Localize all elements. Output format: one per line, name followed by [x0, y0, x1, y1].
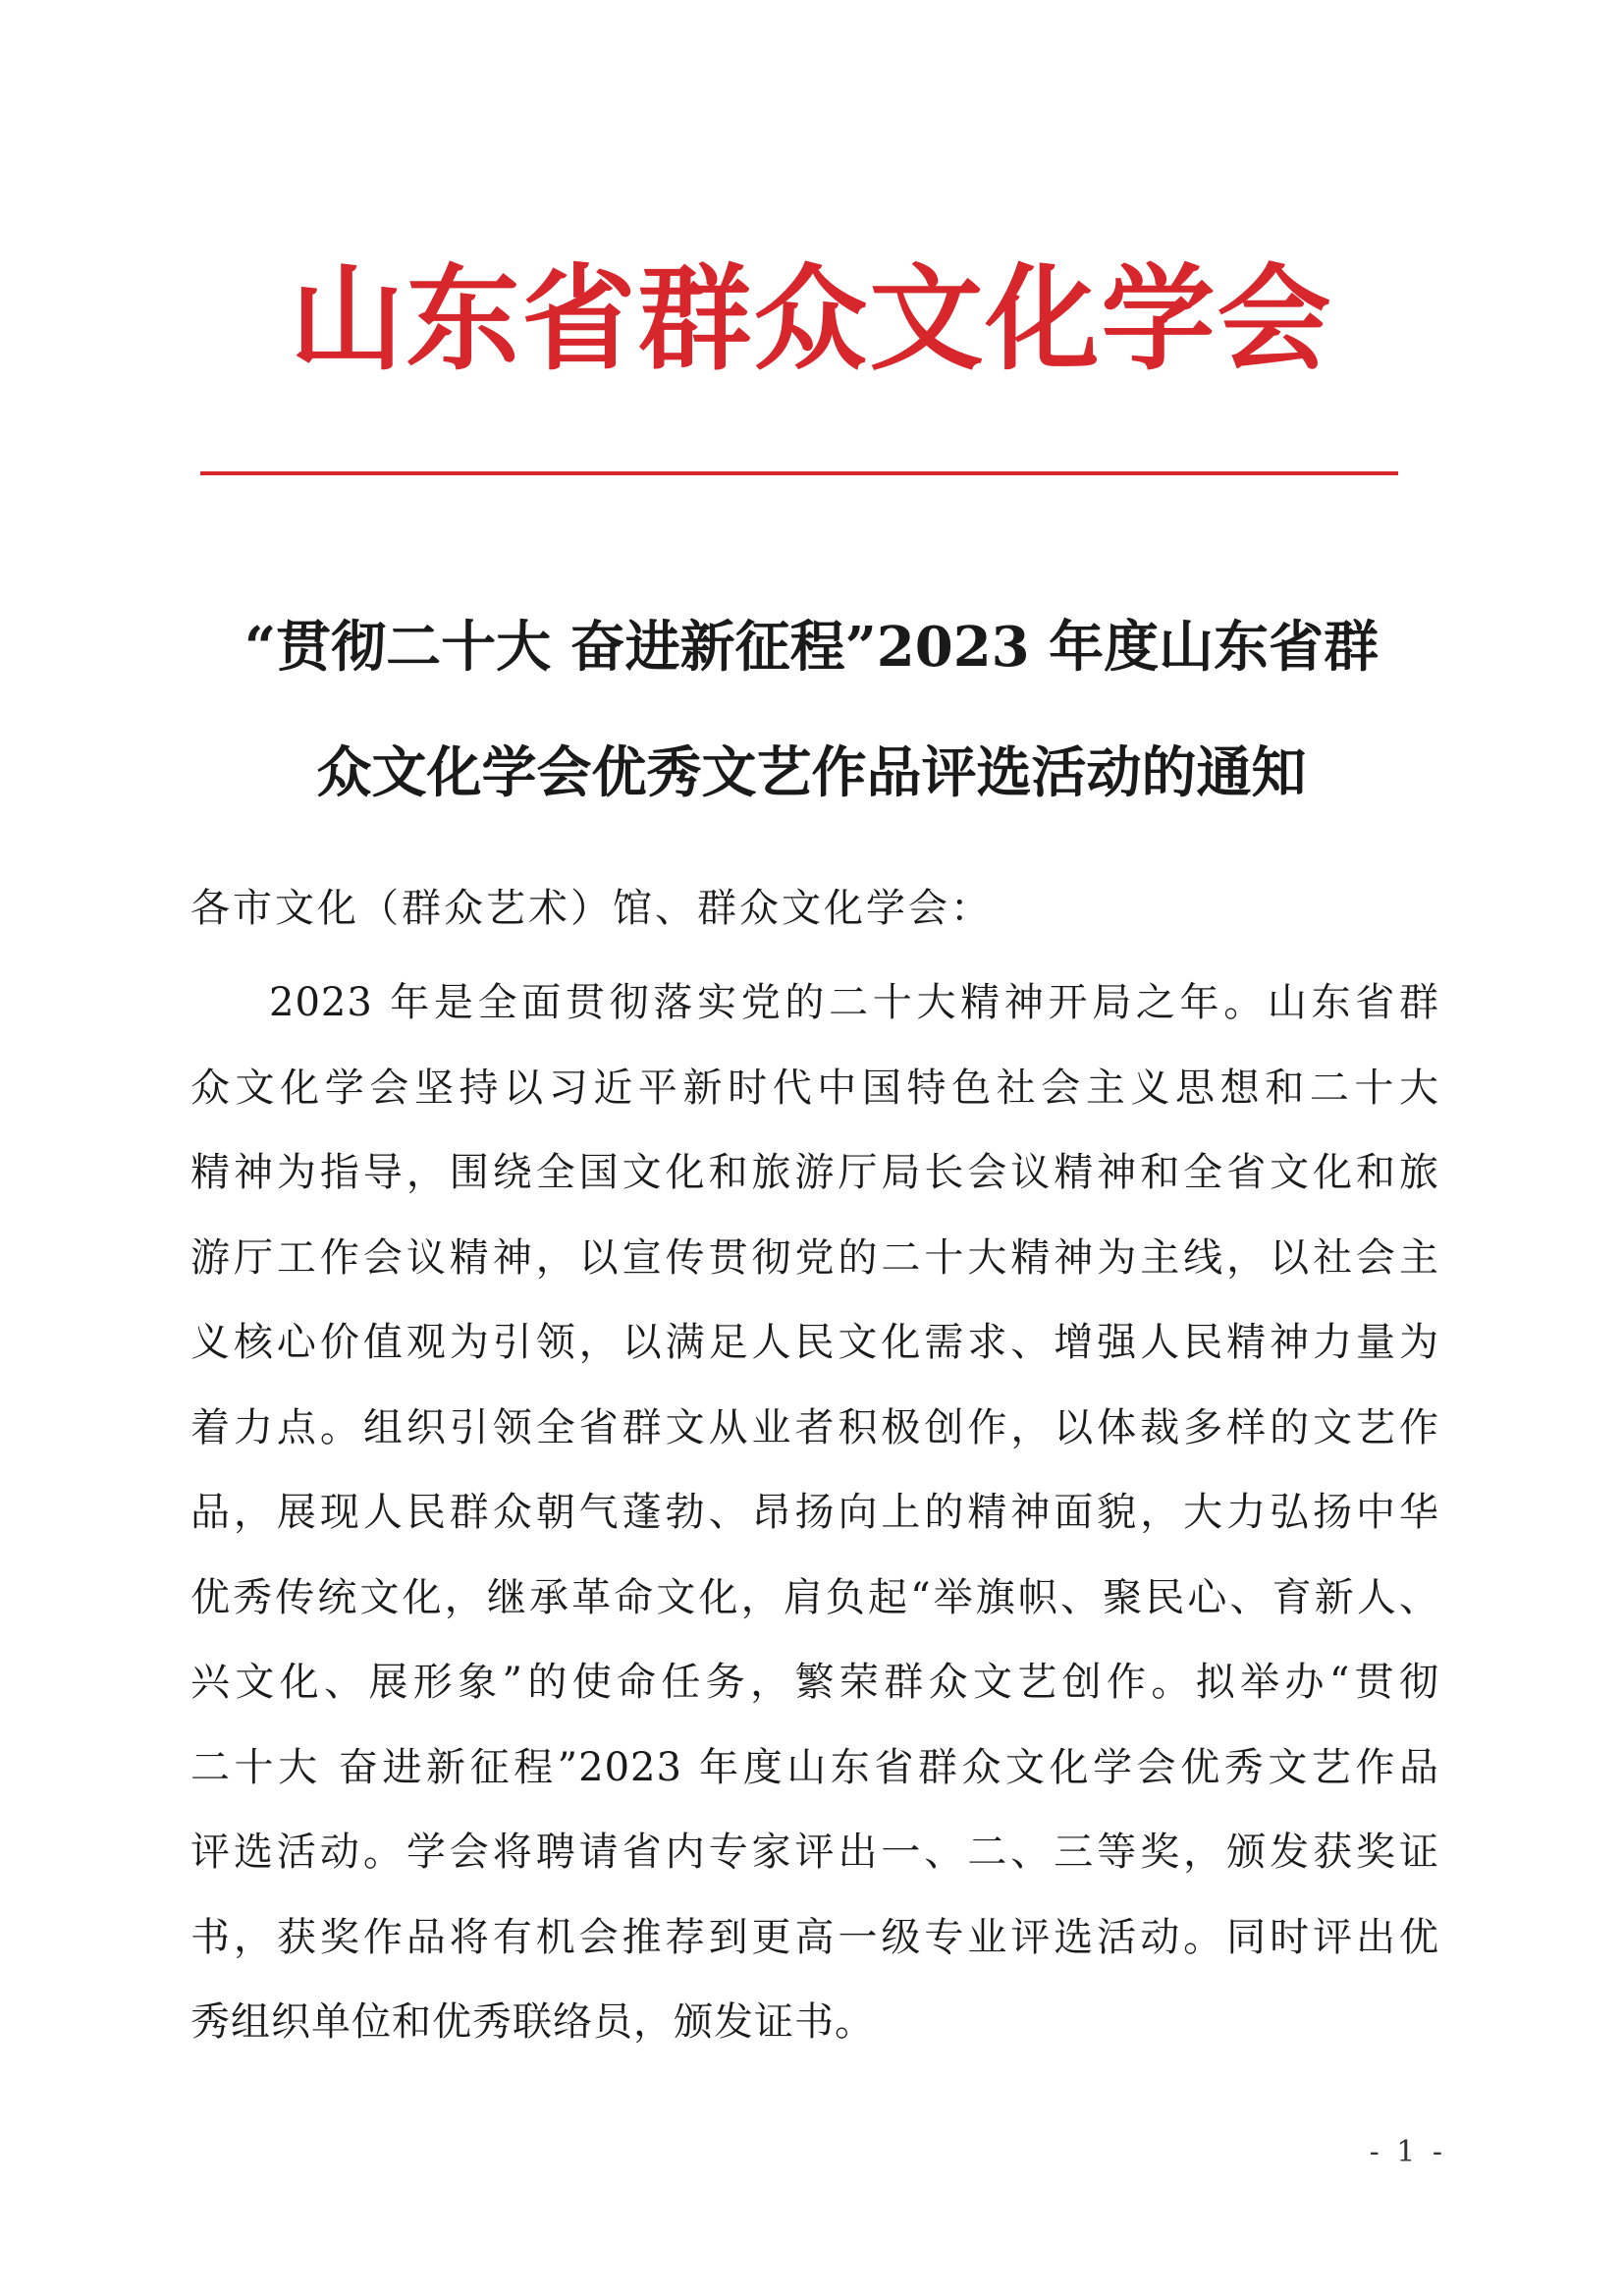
body-line: 优秀传统文化，继承革命文化，肩负起“举旗帜、聚民心、育新人、 [190, 1574, 1439, 1620]
body-line: 秀组织单位和优秀联络员，颁发证书。 [190, 1999, 875, 2045]
body-line: 书，获奖作品将有机会推荐到更高一级专业评选活动。同时评出优 [190, 1914, 1439, 1960]
body-line: 二十大 奋进新征程”2023 年度山东省群众文化学会优秀文艺作品 [190, 1744, 1439, 1790]
salutation: 各市文化（群众艺术）馆、群众文化学会： [190, 886, 993, 931]
body-paragraph [190, 960, 1439, 2050]
body-line: 游厅工作会议精神，以宣传贯彻党的二十大精神为主线，以社会主 [190, 1234, 1439, 1281]
body-line: 着力点。组织引领全省群文从业者积极创作，以体裁多样的文艺作 [190, 1404, 1439, 1450]
body-line: 2023 年是全面贯彻落实党的二十大精神开局之年。山东省群 [269, 980, 1439, 1025]
body-line: 义核心价值观为引领，以满足人民文化需求、增强人民精神力量为 [190, 1320, 1439, 1365]
letterhead-org-name: 山东省群众文化学会 [290, 252, 1333, 386]
body-line: 品，展现人民群众朝气蓬勃、昂扬向上的精神面貌，大力弘扬中华 [190, 1490, 1439, 1535]
page-number: - 1 - [1369, 2135, 1446, 2169]
document-title [147, 584, 1476, 836]
letterhead-red-rule [200, 471, 1398, 475]
document-title-line-2: 众文化学会优秀文艺作品评选活动的通知 [316, 740, 1307, 805]
body-line: 评选活动。学会将聘请省内专家评出一、二、三等奖，颁发获奖证 [190, 1830, 1439, 1875]
body-line: 兴文化、展形象”的使命任务，繁荣群众文艺创作。拟举办“贯彻 [190, 1660, 1439, 1705]
document-title-line-1: “贯彻二十大 奋进新征程”2023 年度山东省群 [243, 615, 1380, 680]
body-line: 众文化学会坚持以习近平新时代中国特色社会主义思想和二十大 [190, 1065, 1439, 1111]
body-line: 精神为指导，围绕全国文化和旅游厅局长会议精神和全省文化和旅 [190, 1150, 1439, 1195]
